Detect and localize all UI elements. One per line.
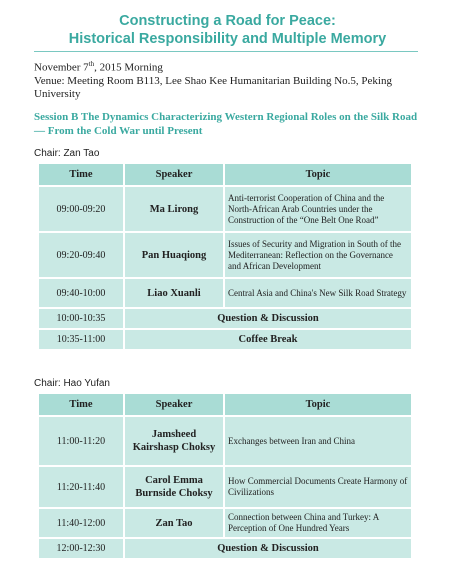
row-time: 09:40-10:00 [38, 278, 124, 308]
row-topic: Connection between China and Turkey: A Perception of One Hundred Years [224, 508, 412, 538]
title-divider [34, 51, 418, 52]
row-topic: Exchanges between Iran and China [224, 416, 412, 466]
row-time: 10:35-11:00 [38, 329, 124, 350]
event-date [34, 58, 424, 75]
table-row [38, 538, 412, 559]
title-line-1: Constructing a Road for Peace: [119, 13, 336, 29]
header-topic: Topic [224, 393, 412, 416]
row-time: 12:00-12:30 [38, 538, 124, 559]
row-speaker: Jamsheed Kairshasp Choksy [124, 416, 224, 466]
table-row [38, 232, 412, 278]
row-speaker: Pan Huaqiong [124, 232, 224, 278]
header-time: Time [38, 163, 124, 186]
table-row [38, 508, 412, 538]
schedule-table-1 [37, 162, 413, 351]
row-time: 11:20-11:40 [38, 466, 124, 508]
row-topic: How Commercial Documents Create Harmony of Civilizations [224, 466, 412, 508]
table-header-row [38, 163, 412, 186]
row-topic: Central Asia and China's New Silk Road Strategy [224, 278, 412, 308]
header-speaker: Speaker [124, 163, 224, 186]
session-title: Session B The Dynamics Characterizing Western Regional Roles on the Silk Road — From the Cold War until Present [34, 111, 418, 137]
chair-label-2: Chair: Hao Yufan [34, 378, 110, 389]
row-speaker: Zan Tao [124, 508, 224, 538]
document-title [0, 12, 455, 48]
row-session-break: Question & Discussion [124, 538, 412, 559]
row-time: 10:00-10:35 [38, 308, 124, 329]
table-row [38, 416, 412, 466]
row-speaker: Liao Xuanli [124, 278, 224, 308]
row-time: 11:40-12:00 [38, 508, 124, 538]
row-time: 09:00-09:20 [38, 186, 124, 232]
title-line-2: Historical Responsibility and Multiple Memory [68, 31, 387, 47]
table-row [38, 186, 412, 232]
table-row [38, 466, 412, 508]
event-meta [34, 58, 424, 101]
date-time-text: , 2015 Morning [94, 61, 163, 74]
table-row [38, 308, 412, 329]
table-row [38, 278, 412, 308]
row-session-break: Coffee Break [124, 329, 412, 350]
table-row [38, 329, 412, 350]
chair-label-1: Chair: Zan Tao [34, 148, 100, 159]
table-header-row [38, 393, 412, 416]
header-speaker: Speaker [124, 393, 224, 416]
date-text: November 7 [34, 61, 89, 74]
row-speaker: Carol Emma Burnside Choksy [124, 466, 224, 508]
schedule-table-2 [37, 392, 413, 560]
row-speaker: Ma Lirong [124, 186, 224, 232]
row-topic: Issues of Security and Migration in South of the Mediterranean: Reflection on the Governance and African Development [224, 232, 412, 278]
header-time: Time [38, 393, 124, 416]
row-time: 09:20-09:40 [38, 232, 124, 278]
date-suffix-sup: th [88, 60, 95, 68]
row-time: 11:00-11:20 [38, 416, 124, 466]
row-topic: Anti-terrorist Cooperation of China and the North-African Arab Countries under the Construction of the “One Belt One Road” [224, 186, 412, 232]
header-topic: Topic [224, 163, 412, 186]
event-venue: Venue: Meeting Room B113, Lee Shao Kee Humanitarian Building No.5, Peking University [34, 74, 392, 100]
row-session-break: Question & Discussion [124, 308, 412, 329]
